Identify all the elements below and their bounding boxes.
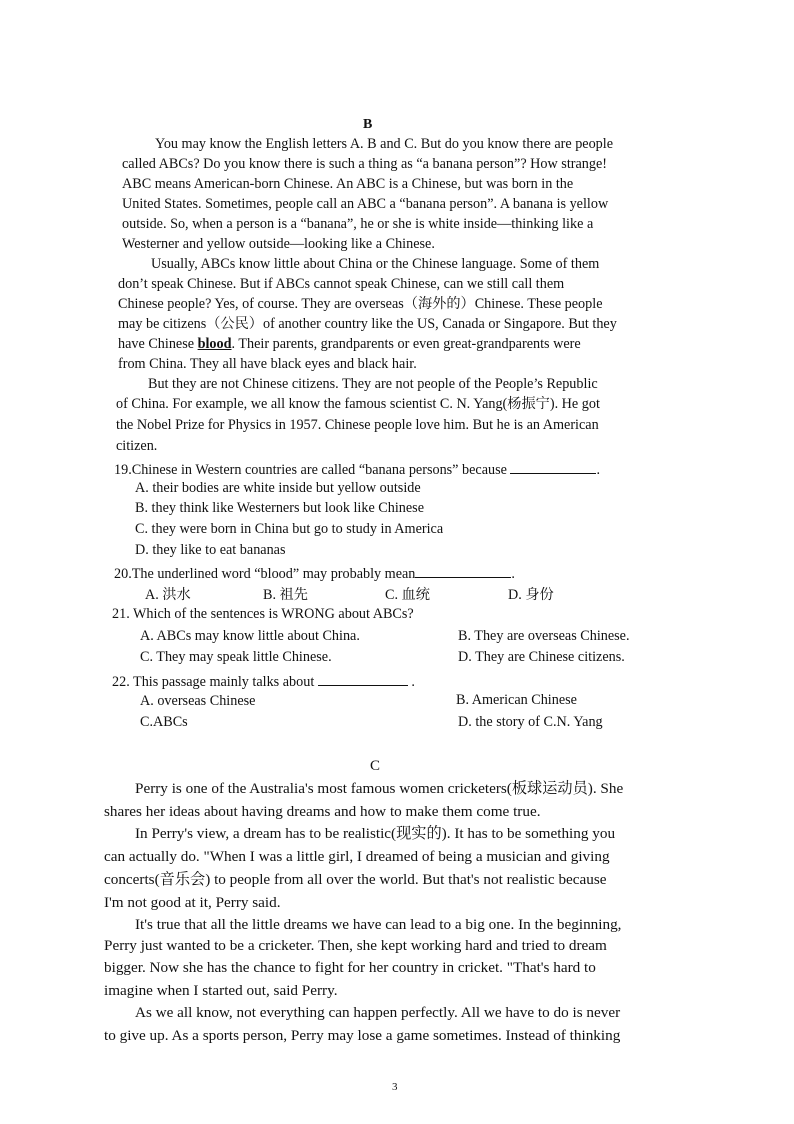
passage-b-line: outside. So, when a person is a “banana”, he or she is white inside—thinking like a xyxy=(122,216,594,232)
passage-c-line: As we all know, not everything can happen perfectly. All we have to do is never xyxy=(135,1004,621,1021)
option-20-c[interactable]: C. 血统 xyxy=(385,587,430,603)
answer-blank-19[interactable] xyxy=(510,459,596,474)
option-21-a[interactable]: A. ABCs may know little about China. xyxy=(140,628,360,644)
passage-b-line: You may know the English letters A. B and C. But do you know there are people xyxy=(155,136,614,152)
option-21-c[interactable]: C. They may speak little Chinese. xyxy=(140,649,332,665)
passage-b-line: called ABCs? Do you know there is such a thing as “a banana person”? How strange! xyxy=(122,156,607,172)
passage-c-line: to give up. As a sports person, Perry may lose a game sometimes. Instead of thinking xyxy=(104,1027,621,1044)
question-20 xyxy=(114,563,515,583)
page-number: 3 xyxy=(392,1081,398,1093)
passage-b-line: Westerner and yellow outside—looking like a Chinese. xyxy=(122,236,435,252)
passage-b-line: But they are not Chinese citizens. They are not people of the People’s Republic xyxy=(148,376,598,392)
option-21-b[interactable]: B. They are overseas Chinese. xyxy=(458,628,630,644)
passage-c-line: imagine when I started out, said Perry. xyxy=(104,982,338,999)
passage-c-line: Perry just wanted to be a cricketer. Then, she kept working hard and tried to dream xyxy=(104,937,607,954)
passage-c-line: concerts(音乐会) to people from all over the world. But that's not realistic because xyxy=(104,871,607,888)
passage-c-line: It's true that all the little dreams we have can lead to a big one. In the beginning, xyxy=(135,916,622,933)
passage-b-line: of China. For example, we all know the famous scientist C. N. Yang(杨振宁). He got xyxy=(116,396,600,412)
option-22-a[interactable]: A. overseas Chinese xyxy=(140,693,256,709)
passage-b-text: have Chinese xyxy=(118,336,198,352)
question-19 xyxy=(114,459,600,479)
option-21-d[interactable]: D. They are Chinese citizens. xyxy=(458,649,625,665)
passage-b-line xyxy=(118,334,581,354)
question-20-end: . xyxy=(511,566,515,582)
section-b-heading: B xyxy=(363,117,373,132)
question-22-end: . xyxy=(411,674,415,690)
passage-c-line: bigger. Now she has the chance to fight for her country in cricket. "That's hard to xyxy=(104,959,596,976)
passage-c-line: can actually do. "When I was a little girl, I dreamed of being a musician and giving xyxy=(104,848,610,865)
passage-c-line: I'm not good at it, Perry said. xyxy=(104,894,281,911)
question-22-stem: 22. This passage mainly talks about xyxy=(112,674,315,690)
passage-b-line: citizen. xyxy=(116,438,158,454)
passage-b-line: from China. They all have black eyes and black hair. xyxy=(118,356,417,372)
option-19-c[interactable]: C. they were born in China but go to study in America xyxy=(135,521,444,537)
passage-b-line: Usually, ABCs know little about China or the Chinese language. Some of them xyxy=(151,256,600,272)
passage-b-line: ABC means American-born Chinese. An ABC is a Chinese, but was born in the xyxy=(122,176,574,192)
passage-b-line: the Nobel Prize for Physics in 1957. Chinese people love him. But he is an American xyxy=(116,417,599,433)
option-19-a[interactable]: A. their bodies are white inside but yellow outside xyxy=(135,480,421,496)
passage-c-line: Perry is one of the Australia's most famous women cricketers(板球运动员). She xyxy=(135,780,624,797)
passage-b-text: . Their parents, grandparents or even great-grandparents were xyxy=(231,336,581,352)
answer-blank-20[interactable] xyxy=(415,563,511,578)
question-19-end: . xyxy=(596,462,601,478)
option-19-d[interactable]: D. they like to eat bananas xyxy=(135,542,286,558)
passage-c-line: In Perry's view, a dream has to be realistic(现实的). It has to be something you xyxy=(135,825,616,842)
question-19-stem: 19.Chinese in Western countries are called “banana persons” because xyxy=(114,462,507,478)
option-20-a[interactable]: A. 洪水 xyxy=(145,587,191,603)
passage-b-line: don’t speak Chinese. But if ABCs cannot speak Chinese, can we still call them xyxy=(118,276,565,292)
option-20-b[interactable]: B. 祖先 xyxy=(263,587,308,603)
question-21-stem: 21. Which of the sentences is WRONG about ABCs? xyxy=(112,606,414,622)
passage-b-line: may be citizens（公民）of another country like the US, Canada or Singapore. But they xyxy=(118,316,617,332)
question-22 xyxy=(112,671,415,691)
passage-c-line: shares her ideas about having dreams and how to make them come true. xyxy=(104,803,541,820)
option-22-d[interactable]: D. the story of C.N. Yang xyxy=(458,714,603,730)
answer-blank-22[interactable] xyxy=(318,671,408,686)
question-20-stem: 20.The underlined word “blood” may probably mean xyxy=(114,566,416,582)
underlined-word-blood: blood xyxy=(197,336,232,352)
option-22-c[interactable]: C.ABCs xyxy=(140,714,188,730)
option-19-b[interactable]: B. they think like Westerners but look like Chinese xyxy=(135,500,424,516)
passage-b-line: Chinese people? Yes, of course. They are overseas（海外的）Chinese. These people xyxy=(118,296,603,312)
option-20-d[interactable]: D. 身份 xyxy=(508,587,554,603)
option-22-b[interactable]: B. American Chinese xyxy=(456,692,577,708)
section-c-heading: C xyxy=(370,758,381,774)
passage-b-line: United States. Sometimes, people call an ABC a “banana person”. A banana is yellow xyxy=(122,196,609,212)
